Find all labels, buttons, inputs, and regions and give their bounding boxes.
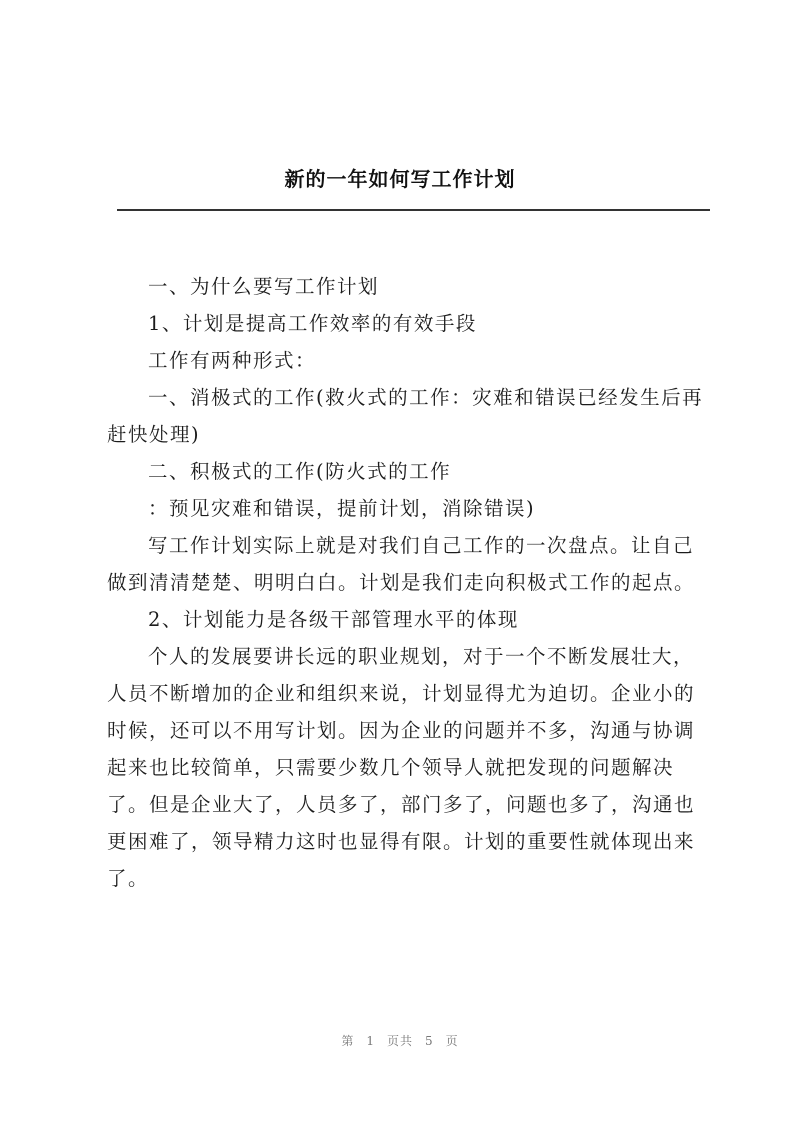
footer-total-pages: 5 [425,1034,434,1048]
document-body [107,268,707,897]
document-title: 新的一年如何写工作计划 [284,167,516,191]
paragraph: 二、积极式的工作(防火式的工作 [148,460,452,483]
paragraph: ：预见灾难和错误，提前计划，消除错误) [148,497,536,520]
footer-prefix: 第 [341,1034,355,1048]
section-heading: 一、为什么要写工作计划 [148,275,380,298]
paragraph: 工作有两种形式： [148,349,317,372]
paragraph: 个人的发展要讲长远的职业规划，对于一个不断发展壮大，人员不断增加的企业和组织来说，计划显得尤为迫切。企业小的时候，还可以不用写计划。因为企业的问题并不多，沟通与协调起来也比较简单，只需要少数几个领导人就把发现的问题解决了。但是企业大了，人员多了，部门多了，问题也多了，沟通也更困难了，领导精力这时也显得有限。计划的重要性就体现出来了。 [107,645,696,890]
footer-middle: 页共 [386,1034,413,1048]
subsection-heading: 1、计划是提高工作效率的有效手段 [148,312,477,335]
page-footer [0,1032,800,1049]
title-underline [117,209,710,211]
subsection-heading: 2、计划能力是各级干部管理水平的体现 [148,608,519,631]
footer-page-number: 1 [366,1034,375,1048]
paragraph: 写工作计划实际上就是对我们自己工作的一次盘点。让自己做到清清楚楚、明明白白。计划是我们走向积极式工作的起点。 [107,534,696,594]
paragraph: 一、消极式的工作(救火式的工作：灾难和错误已经发生后再赶快处理) [107,386,704,446]
footer-suffix: 页 [445,1034,459,1048]
